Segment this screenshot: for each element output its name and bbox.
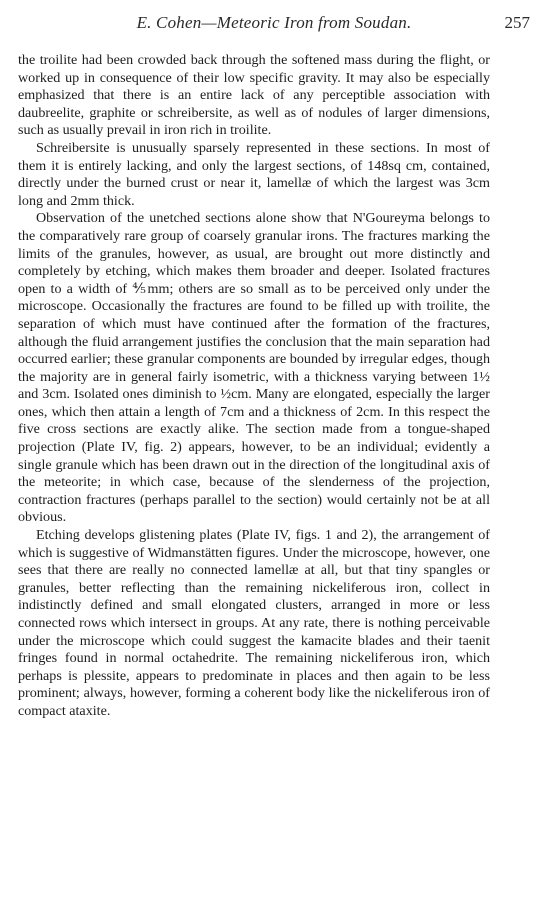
body-text bbox=[18, 52, 490, 721]
running-head bbox=[18, 13, 530, 37]
running-title: E. Cohen—Meteoric Iron from Soudan. bbox=[136, 13, 412, 32]
paragraph-etching: Etching develops glistening plates (Plate IV, figs. 1 and 2), the arrangement of which is suggestive of Widmanstätten figures. Under the microscope, however, one sees that there are really no connected lamellæ at all, but that tiny spangles or granules, better reflecting than the remaining nickeliferous iron, collect in indistinctly defined and small elongated clusters, arranged in more or less connected rows which intersect in groups. At any rate, there is nothing perceivable under the microscope which could suggest the kamacite blades and their taenit fringes found in normal octahedrite. The remaining nickeliferous iron, which perhaps is plessite, appears to predominate in places and then again to be less prominent; always, however, forming a coherent body like the nickeliferous iron of compact ataxite. bbox=[18, 527, 490, 719]
page-number: 257 bbox=[504, 13, 530, 32]
paragraph-schreibersite: Schreibersite is unusually sparsely represented in these sections. In most of them it is entirely lacking, and only the largest sections, of 148sq cm, contained, directly under the burned crust or near it, lamellæ of which the largest was 3cm long and 2mm thick. bbox=[18, 139, 490, 209]
paragraph-troilite-continuation: the troilite had been crowded back through the softened mass during the flight, or worked up in consequence of their low specific gravity. It may also be especially emphasized that there is an entire lack of any perceptible association with daubreelite, graphite or schreibersite, as well as of nodules of larger dimensions, such as usually prevail in iron rich in troilite. bbox=[18, 52, 490, 139]
paragraph-unetched-sections: Observation of the unetched sections alone show that N'Goureyma belongs to the comparatively rare group of coarsely granular irons. The fractures marking the limits of the granules, however, as usual, are brought out more distinctly and completely by etching, which makes them broader and deeper. Isolated fractures open to a width of ⅘mm; others are so small as to be perceived only under the microscope. Occasionally the fractures are found to be filled up with troilite, the separation of which must have continued after the formation of the fractures, although the fluid arrangement justifies the conclusion that the main separation had occurred earlier; these granular components are bounded by irregular edges, though the majority are in general fairly isometric, with a thickness varying between 1½ and 3cm. Isolated ones diminish to ½cm. Many are elongated, especially the larger ones, which then attain a length of 7cm and a thickness of 2cm. In this respect the five cross sections are exactly alike. The section made from a tongue-shaped projection (Plate IV, fig. 2) appears, however, to be an individual; evidently a single granule which has been drawn out in the direction of the longitudinal axis of the meteorite; in which case, because of the slenderness of the projection, contraction fractures (perhaps parallel to the section) would certainly not be at all obvious. bbox=[18, 210, 490, 526]
